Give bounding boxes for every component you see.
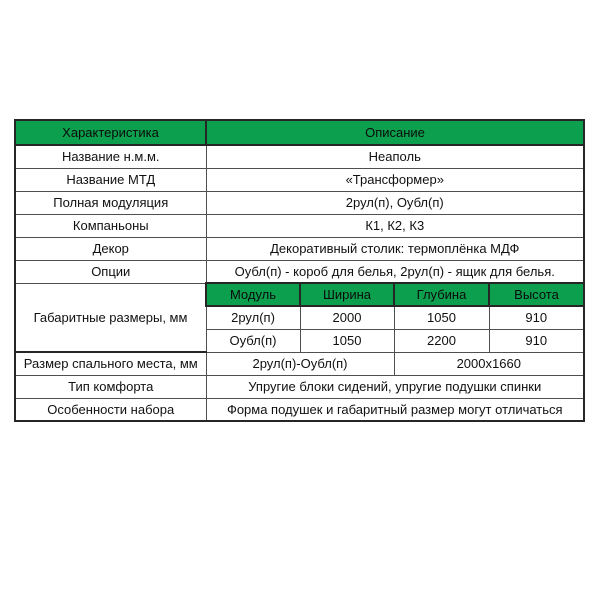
dim-width-cell: 1050 — [300, 329, 394, 352]
row-label-cell: Особенности набора — [15, 398, 206, 421]
header-description-cell: Описание — [206, 120, 584, 145]
row-value-cell: Неаполь — [206, 145, 584, 168]
table-row-comfort — [15, 375, 584, 398]
dim-depth-cell: 1050 — [394, 306, 489, 329]
row-label-cell: Полная модуляция — [15, 191, 206, 214]
header-characteristic-cell: Характеристика — [15, 120, 206, 145]
dim-module-cell: Оубл(п) — [206, 329, 300, 352]
dim-module-cell: 2рул(п) — [206, 306, 300, 329]
table-row-companions — [15, 214, 584, 237]
row-label-cell: Тип комфорта — [15, 375, 206, 398]
row-label-cell: Декор — [15, 237, 206, 260]
dim-height-cell: 910 — [489, 329, 584, 352]
row-label-cell: Размер спального места, мм — [15, 352, 206, 375]
table-header-row — [15, 120, 584, 145]
dim-depth-cell: 2200 — [394, 329, 489, 352]
row-value-cell: Оубл(п) - короб для белья, 2рул(п) - ящик для белья. — [206, 260, 584, 283]
table-row-features — [15, 398, 584, 421]
row-value-cell: 2рул(п), Оубл(п) — [206, 191, 584, 214]
dim-col-depth: Глубина — [394, 283, 489, 306]
dimensions-label-cell: Габаритные размеры, мм — [15, 283, 206, 352]
row-value-cell: Упругие блоки сидений, упругие подушки спинки — [206, 375, 584, 398]
row-label-cell: Опции — [15, 260, 206, 283]
table-row-name-mtd — [15, 168, 584, 191]
sleeping-modules-cell: 2рул(п)-Оубл(п) — [206, 352, 394, 375]
dimensions-header-row — [15, 283, 584, 306]
table-row-name-nmm — [15, 145, 584, 168]
table-row-options — [15, 260, 584, 283]
dim-height-cell: 910 — [489, 306, 584, 329]
table-row-decor — [15, 237, 584, 260]
dim-width-cell: 2000 — [300, 306, 394, 329]
sleeping-size-cell: 2000x1660 — [394, 352, 584, 375]
row-value-cell: К1, К2, К3 — [206, 214, 584, 237]
row-value-cell: «Трансформер» — [206, 168, 584, 191]
row-value-cell: Форма подушек и габаритный размер могут отличаться — [206, 398, 584, 421]
dim-col-module: Модуль — [206, 283, 300, 306]
table-row-modulation — [15, 191, 584, 214]
dim-col-width: Ширина — [300, 283, 394, 306]
row-label-cell: Название МТД — [15, 168, 206, 191]
row-label-cell: Название н.м.м. — [15, 145, 206, 168]
row-value-cell: Декоративный столик: термоплёнка МДФ — [206, 237, 584, 260]
row-label-cell: Компаньоны — [15, 214, 206, 237]
table-row-sleeping-size — [15, 352, 584, 375]
dim-col-height: Высота — [489, 283, 584, 306]
spec-table — [14, 119, 585, 422]
